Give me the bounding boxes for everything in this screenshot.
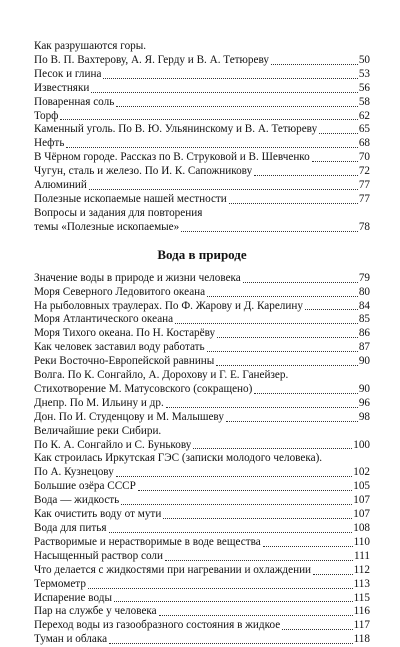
dot-leader [207,296,358,297]
toc-entry-title: Песок и глина [34,67,102,80]
dot-leader [282,629,352,630]
toc-entry [34,605,370,619]
dot-leader [138,490,352,491]
toc-entry [34,619,370,633]
toc-entry-page: 56 [358,81,370,94]
toc-entry-title: Каменный уголь. По В. Ю. Ульянинскому и В. А. Тетюреву [34,123,318,136]
toc-entry-title: Чугун, сталь и железо. По И. К. Сапожникову [34,165,253,178]
toc-entry [34,452,370,466]
toc-entry-title: Вода — жидкость [34,494,120,507]
toc-entry-title: Растворимые и нерастворимые в воде вещества [34,535,261,548]
toc-entry [34,179,370,193]
toc-entry-page: 113 [353,577,370,590]
toc-entry [34,536,370,550]
dot-leader [313,574,353,575]
toc-entry [34,40,370,54]
toc-entry-title: Моря Северного Ледовитого океана [34,285,206,298]
toc-entry [34,110,370,124]
toc-entry-page: 80 [358,285,370,298]
toc-entry-page: 111 [354,549,370,562]
toc-entry-title: Алюминий [34,179,87,192]
toc-entry-title: По В. П. Вахтерову, А. Я. Герду и В. А. Тетюреву [34,53,269,66]
toc-entry-page: 117 [353,619,370,632]
dot-leader [263,546,353,547]
toc-entry [34,369,370,383]
toc-entry-page: 90 [358,382,370,395]
toc-entry-title: Моря Тихого океана. По Н. Костарёву [34,327,216,340]
toc-entry-title: Туман и облака [34,633,108,646]
toc-entry-page: 70 [358,151,370,164]
toc-entry [34,54,370,68]
toc-entry [34,300,370,314]
dot-leader [109,532,353,533]
toc-entry-page: 77 [358,192,370,205]
toc-entry-title: Термометр [34,577,86,590]
toc-entry-title: Пар на службе у человека [34,605,157,618]
toc-entry-title: Большие озёра СССР [34,480,136,493]
toc-entry-page: 118 [353,633,370,646]
dot-leader [88,588,353,589]
dot-leader [226,421,358,422]
toc-entry [34,397,370,411]
toc-entry-page: 87 [358,341,370,354]
toc-entry-page: 84 [358,299,370,312]
dot-leader [66,147,357,148]
toc-entry [34,494,370,508]
toc-entry [34,286,370,300]
toc-entry-title: Как очистить воду от мути [34,508,162,521]
toc-entry-title: Полезные ископаемые нашей местности [34,192,227,205]
dot-leader [243,282,358,283]
toc-entry-page: 62 [358,109,370,122]
toc-entry-title: На рыболовных траулерах. По Ф. Жарову и Д. Карелину [34,299,303,312]
toc-entry [34,123,370,137]
dot-leader [312,161,358,162]
toc-entry-title: Волга. По К. Сонгайло, А. Дорохову и Г. Е. Ганейзер. [34,369,289,382]
dot-leader [254,175,358,176]
toc-entry [34,633,370,647]
toc-entry [34,68,370,82]
toc-entry-page: 100 [353,438,370,451]
toc-entry [34,82,370,96]
dot-leader [193,448,352,449]
dot-leader [217,337,358,338]
section-voda-v-prirode [34,272,370,647]
toc-entry [34,96,370,110]
dot-leader [103,78,357,79]
dot-leader [271,64,358,65]
toc-entry [34,327,370,341]
dot-leader [89,189,358,190]
dot-leader [114,601,353,602]
toc-entry-page: 68 [358,137,370,150]
toc-entry-title: Что делается с жидкостями при нагревании и охлаждении [34,563,312,576]
toc-entry-page: 116 [353,605,370,618]
dot-leader [165,560,353,561]
toc-entry-title: Как разрушаются горы. [34,40,147,52]
toc-entry-page: 65 [358,123,370,136]
section-poleznye-iskopaemye [34,40,370,235]
toc-entry-page: 78 [358,220,370,233]
table-of-contents [34,40,370,647]
toc-entry [34,508,370,522]
toc-entry-title: Значение воды в природе и жизни человека [34,271,241,284]
toc-entry-title: Величайшие реки Сибири. [34,424,162,437]
toc-entry-title: Стихотворение М. Матусовского (сокращено) [34,382,253,395]
toc-entry-page: 105 [353,480,370,493]
toc-entry-title: По К. А. Сонгайло и С. Бунькову [34,438,192,451]
dot-leader [163,518,352,519]
toc-entry-title: Реки Восточно-Европейской равнины [34,355,215,368]
section-heading: Вода в природе [157,246,247,262]
toc-entry [34,313,370,327]
toc-entry-page: 50 [358,53,370,66]
toc-entry-title: Торф [34,109,59,122]
toc-entry [34,355,370,369]
dot-leader [60,119,357,120]
toc-entry [34,193,370,207]
toc-entry [34,466,370,480]
toc-entry [34,151,370,165]
toc-entry [34,165,370,179]
toc-entry-title: Как строилась Иркутская ГЭС (записки молодого человека). [34,452,323,465]
toc-entry-page: 90 [358,355,370,368]
toc-entry [34,480,370,494]
toc-entry-page: 53 [358,67,370,80]
toc-entry [34,425,370,439]
dot-leader [159,615,353,616]
toc-entry [34,439,370,453]
toc-entry-page: 85 [358,313,370,326]
toc-entry-title: В Чёрном городе. Рассказ по В. Струковой и В. Шевченко [34,151,310,164]
toc-entry-title: Дон. По И. Студенцову и М. Малышеву [34,410,224,423]
toc-entry [34,578,370,592]
toc-entry-title: Известняки [34,81,90,94]
toc-entry [34,564,370,578]
toc-entry-title: Испарение воды [34,591,112,604]
toc-entry-title: Вода для питья [34,522,107,534]
toc-entry [34,341,370,355]
toc-entry-title: Нефть [34,137,65,150]
toc-entry-title: Днепр. По М. Ильину и др. [34,396,164,409]
toc-entry-page: 107 [353,494,370,507]
toc-entry-page: 86 [358,327,370,340]
toc-entry [34,383,370,397]
toc-entry-title: Насыщенный раствор соли [34,549,163,562]
toc-entry-page: 110 [353,535,370,548]
dot-leader [319,133,358,134]
toc-entry-title: Поваренная соль [34,95,115,108]
dot-leader [181,231,358,232]
toc-entry-title: Переход воды из газообразного состояния в жидкое [34,619,281,632]
dot-leader [116,476,352,477]
toc-entry-title: Вопросы и задания для повторения [34,206,203,219]
toc-entry [34,207,370,221]
toc-entry [34,137,370,151]
dot-leader [254,393,357,394]
toc-entry-page: 115 [353,591,370,604]
toc-entry-page: 108 [353,522,370,534]
toc-entry-page: 58 [358,95,370,108]
toc-entry-title: По А. Кузнецову [34,466,114,479]
dot-leader [116,106,358,107]
toc-entry [34,592,370,606]
dot-leader [175,323,358,324]
toc-entry-page: 79 [358,271,370,284]
dot-leader [109,643,353,644]
dot-leader [207,351,358,352]
toc-entry-title: Как человек заставил воду работать [34,341,205,354]
dot-leader [91,92,357,93]
dot-leader [166,407,358,408]
toc-entry [34,221,370,235]
toc-entry [34,522,370,536]
toc-entry [34,272,370,286]
dot-leader [216,365,358,366]
toc-entry-page: 96 [358,396,370,409]
toc-entry-title: темы «Полезные ископаемые» [34,220,180,233]
toc-entry [34,550,370,564]
dot-leader [305,309,358,310]
dot-leader [229,203,358,204]
toc-entry-page: 98 [358,410,370,423]
dot-leader [121,504,352,505]
toc-entry-title: Моря Атлантического океана [34,313,174,326]
toc-entry [34,411,370,425]
toc-entry-page: 102 [353,466,370,479]
toc-entry-page: 77 [358,179,370,192]
toc-entry-page: 107 [353,508,370,521]
toc-entry-page: 112 [353,563,370,576]
toc-entry-page: 72 [358,165,370,178]
